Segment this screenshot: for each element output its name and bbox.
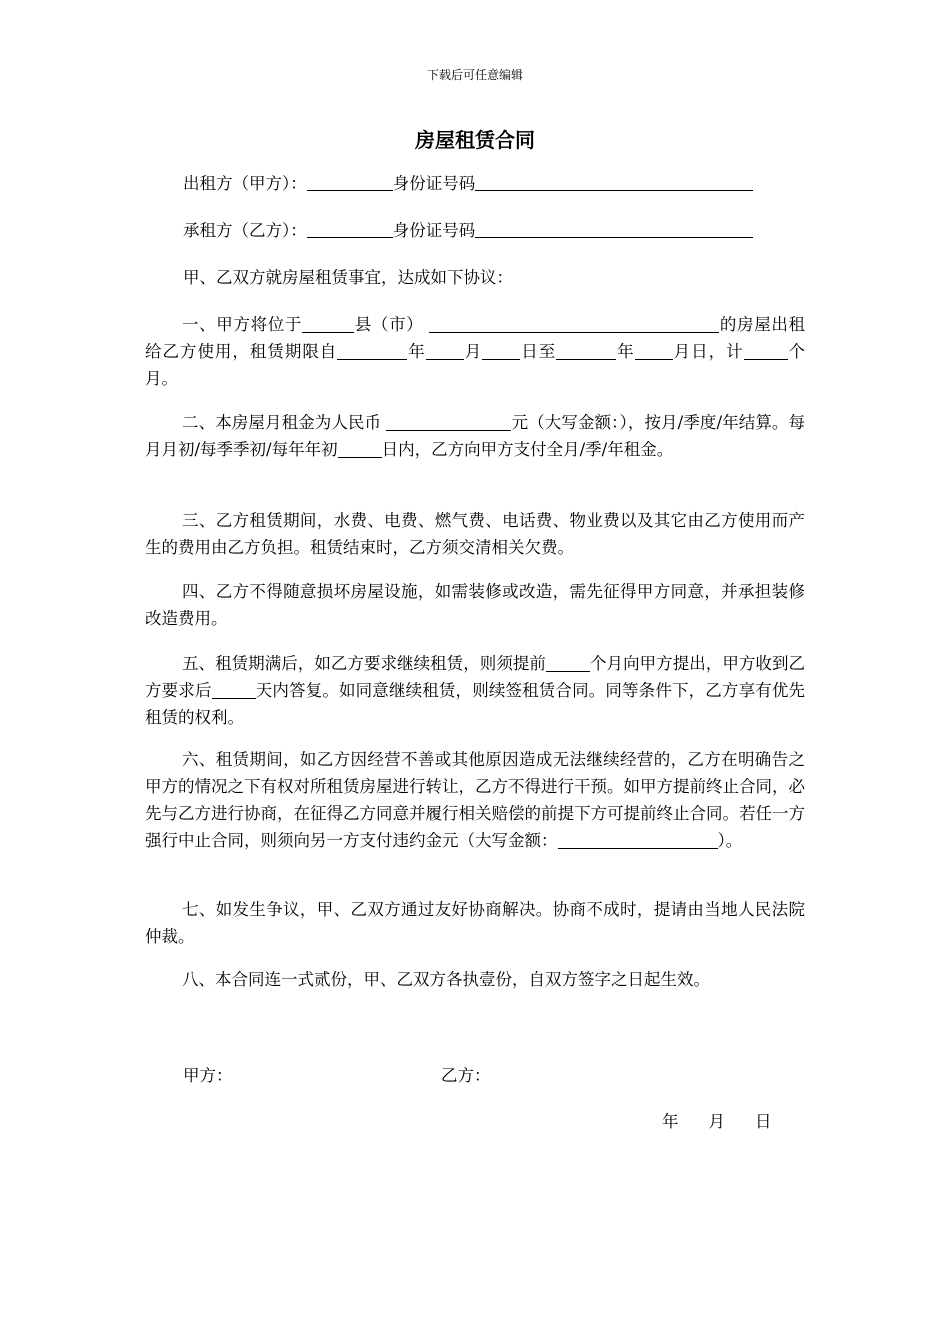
notice-months-blank[interactable] bbox=[546, 653, 590, 672]
clause-6: 六、租赁期间，如乙方因经营不善或其他原因造成无法继续经营的，乙方在明确告之甲方的情况之下有权对所租赁房屋进行转让，乙方不得进行干预。如甲方提前终止合同，必先与乙方进行协商，在征得乙方同意并履行相关赔偿的前提下方可提前终止合同。若任一方强行中止合同，则须向另一方支付违约金元（大写金额： ）。 bbox=[145, 750, 805, 850]
rent-amount-blank[interactable] bbox=[386, 412, 511, 431]
lessor-name-blank[interactable] bbox=[307, 172, 393, 191]
lessor-line bbox=[183, 170, 753, 197]
clause-4: 四、乙方不得随意损坏房屋设施，如需装修或改造，需先征得甲方同意，并承担装修改造费用。 bbox=[145, 582, 805, 628]
date-day: 日 bbox=[755, 1112, 772, 1131]
document-title: 房屋租赁合同 bbox=[415, 128, 535, 152]
payment-days-blank[interactable] bbox=[338, 439, 382, 458]
lessor-id-blank[interactable] bbox=[475, 172, 753, 191]
intro-line: 甲、乙双方就房屋租赁事宜，达成如下协议： bbox=[183, 268, 513, 287]
start-month-blank[interactable] bbox=[426, 341, 464, 360]
lessor-id-label: 身份证号码 bbox=[392, 174, 476, 193]
lessee-name-blank[interactable] bbox=[307, 219, 393, 238]
county-blank[interactable] bbox=[302, 314, 354, 333]
clause-2: 二、本房屋月租金为人民币 元（大写金额：），按月/季度/年结算。每月月初/每季季初/每年年初 日内，乙方向甲方支付全月/季/年租金。 bbox=[145, 413, 806, 459]
end-year-blank[interactable] bbox=[556, 341, 616, 360]
clause-7: 七、如发生争议，甲、乙双方通过友好协商解决。协商不成时，提请由当地人民法院仲裁。 bbox=[145, 900, 805, 946]
start-year-blank[interactable] bbox=[337, 341, 407, 360]
clause-8: 八、本合同连一式贰份，甲、乙双方各执壹份，自双方签字之日起生效。 bbox=[182, 970, 710, 989]
total-months-blank[interactable] bbox=[744, 341, 788, 360]
header-note: 下载后可任意编辑 bbox=[426, 68, 523, 82]
lessee-line bbox=[183, 217, 753, 244]
lessor-label: 出租方（甲方）： bbox=[183, 174, 307, 193]
reply-days-blank[interactable] bbox=[212, 680, 256, 699]
clause-1: 一、甲方将位于 县（市） 的房屋出租给乙方使用，租赁期限自 年 月 日至 年 月日，计 个月。 bbox=[145, 315, 806, 388]
signature-date bbox=[662, 1108, 772, 1135]
party-b-signature: 乙方： bbox=[441, 1066, 491, 1085]
end-month-blank[interactable] bbox=[635, 341, 673, 360]
clause-3: 三、乙方租赁期间，水费、电费、燃气费、电话费、物业费以及其它由乙方使用而产生的费用由乙方负担。租赁结束时，乙方须交清相关欠费。 bbox=[145, 511, 805, 557]
date-month: 月 bbox=[708, 1112, 725, 1131]
address-blank[interactable] bbox=[429, 314, 719, 333]
lessee-id-label: 身份证号码 bbox=[392, 221, 476, 240]
start-day-blank[interactable] bbox=[482, 341, 520, 360]
date-year: 年 bbox=[662, 1112, 679, 1131]
penalty-amount-blank[interactable] bbox=[558, 830, 718, 849]
party-a-signature: 甲方： bbox=[183, 1066, 233, 1085]
clause-5: 五、租赁期满后，如乙方要求继续租赁，则须提前 个月向甲方提出，甲方收到乙方要求后 天内答复。如同意继续租赁，则续签租赁合同。同等条件下，乙方享有优先租赁的权利。 bbox=[145, 654, 806, 727]
lessee-id-blank[interactable] bbox=[475, 219, 753, 238]
lessee-label: 承租方（乙方）： bbox=[183, 221, 307, 240]
